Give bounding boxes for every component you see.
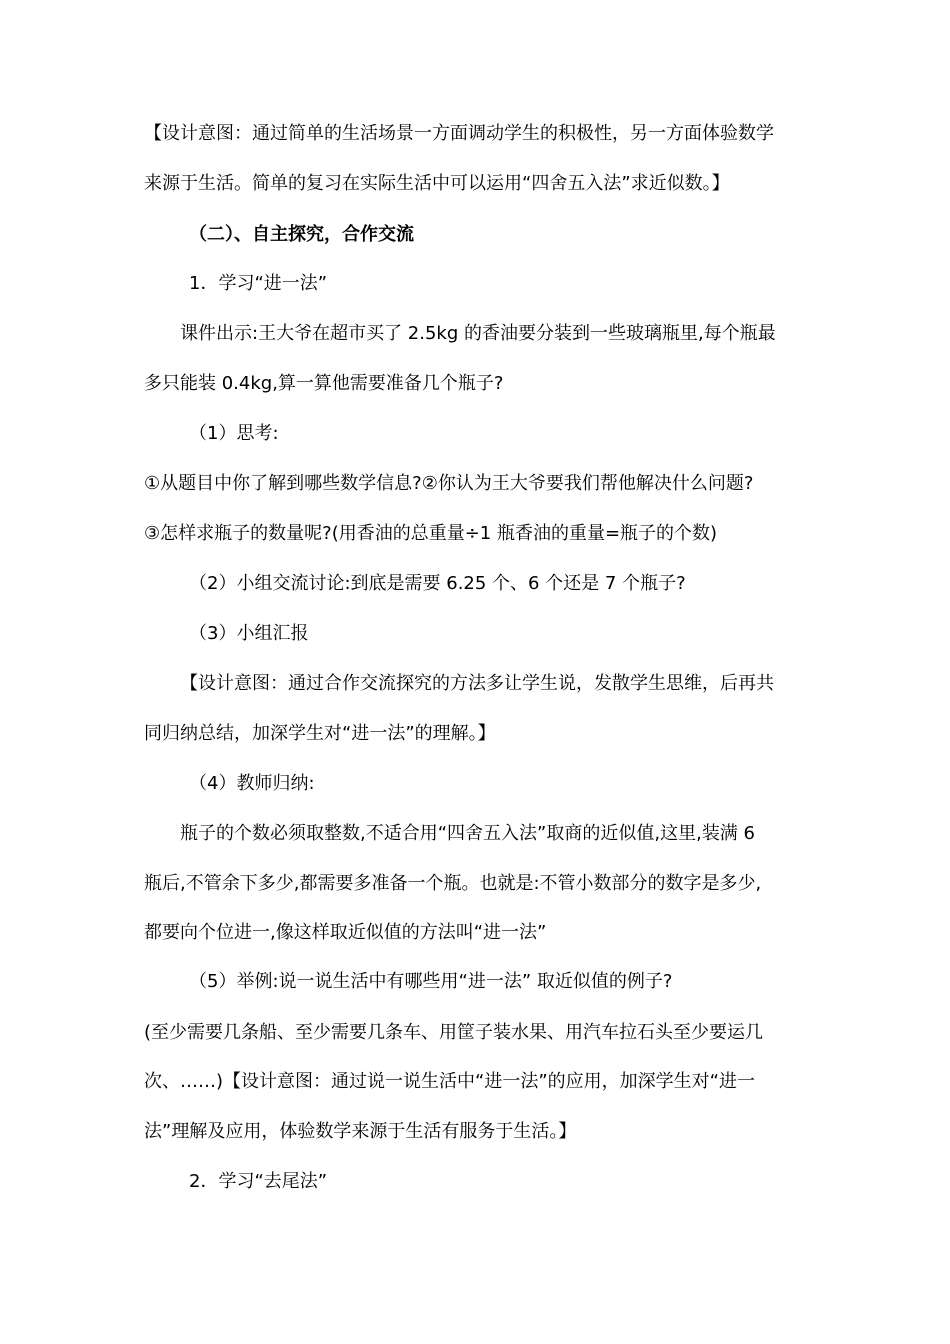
paragraph-line: 瓶子的个数必须取整数,不适合用“四舍五入法”取商的近似值,这里,装满 6	[180, 823, 755, 844]
paragraph-line: 次、……)【设计意图：通过说一说生活中“进一法”的应用，加深学生对“进一	[144, 1071, 755, 1092]
paragraph-line: 法”理解及应用，体验数学来源于生活有服务于生活。】	[144, 1121, 577, 1142]
paragraph-line: 课件出示:王大爷在超市买了 2.5kg 的香油要分装到一些玻璃瓶里,每个瓶最	[180, 323, 776, 344]
list-item: （1）思考:	[189, 423, 279, 444]
subsection-heading: 2．学习“去尾法”	[189, 1171, 328, 1192]
list-item: （3）小组汇报	[189, 623, 309, 644]
paragraph-line: 【设计意图：通过简单的生活场景一方面调动学生的积极性，另一方面体验数学	[144, 123, 774, 144]
paragraph-line: 同归纳总结，加深学生对“进一法”的理解。】	[144, 723, 496, 744]
paragraph-line: 来源于生活。简单的复习在实际生活中可以运用“四舍五入法”求近似数。】	[144, 173, 730, 194]
paragraph-line: ①从题目中你了解到哪些数学信息?②你认为王大爷要我们帮他解决什么问题?	[144, 473, 754, 494]
list-item: （2）小组交流讨论:到底是需要 6.25 个、6 个还是 7 个瓶子?	[189, 573, 686, 594]
subsection-heading: 1．学习“进一法”	[189, 273, 328, 294]
paragraph-line: 【设计意图：通过合作交流探究的方法多让学生说，发散学生思维，后再共	[180, 673, 774, 694]
list-item: （4）教师归纳:	[189, 773, 315, 794]
paragraph-line: ③怎样求瓶子的数量呢?(用香油的总重量÷1 瓶香油的重量=瓶子的个数)	[144, 523, 718, 544]
paragraph-line: 多只能装 0.4kg,算一算他需要准备几个瓶子?	[144, 373, 504, 394]
section-heading: （二）、自主探究，合作交流	[189, 224, 414, 245]
paragraph-line: (至少需要几条船、至少需要几条车、用筐子装水果、用汽车拉石头至少要运几	[144, 1022, 764, 1043]
list-item: （5）举例:说一说生活中有哪些用“进一法” 取近似值的例子?	[189, 971, 673, 992]
paragraph-line: 都要向个位进一,像这样取近似值的方法叫“进一法”	[144, 922, 547, 943]
paragraph-line: 瓶后,不管余下多少,都需要多准备一个瓶。也就是:不管小数部分的数字是多少,	[144, 873, 762, 894]
